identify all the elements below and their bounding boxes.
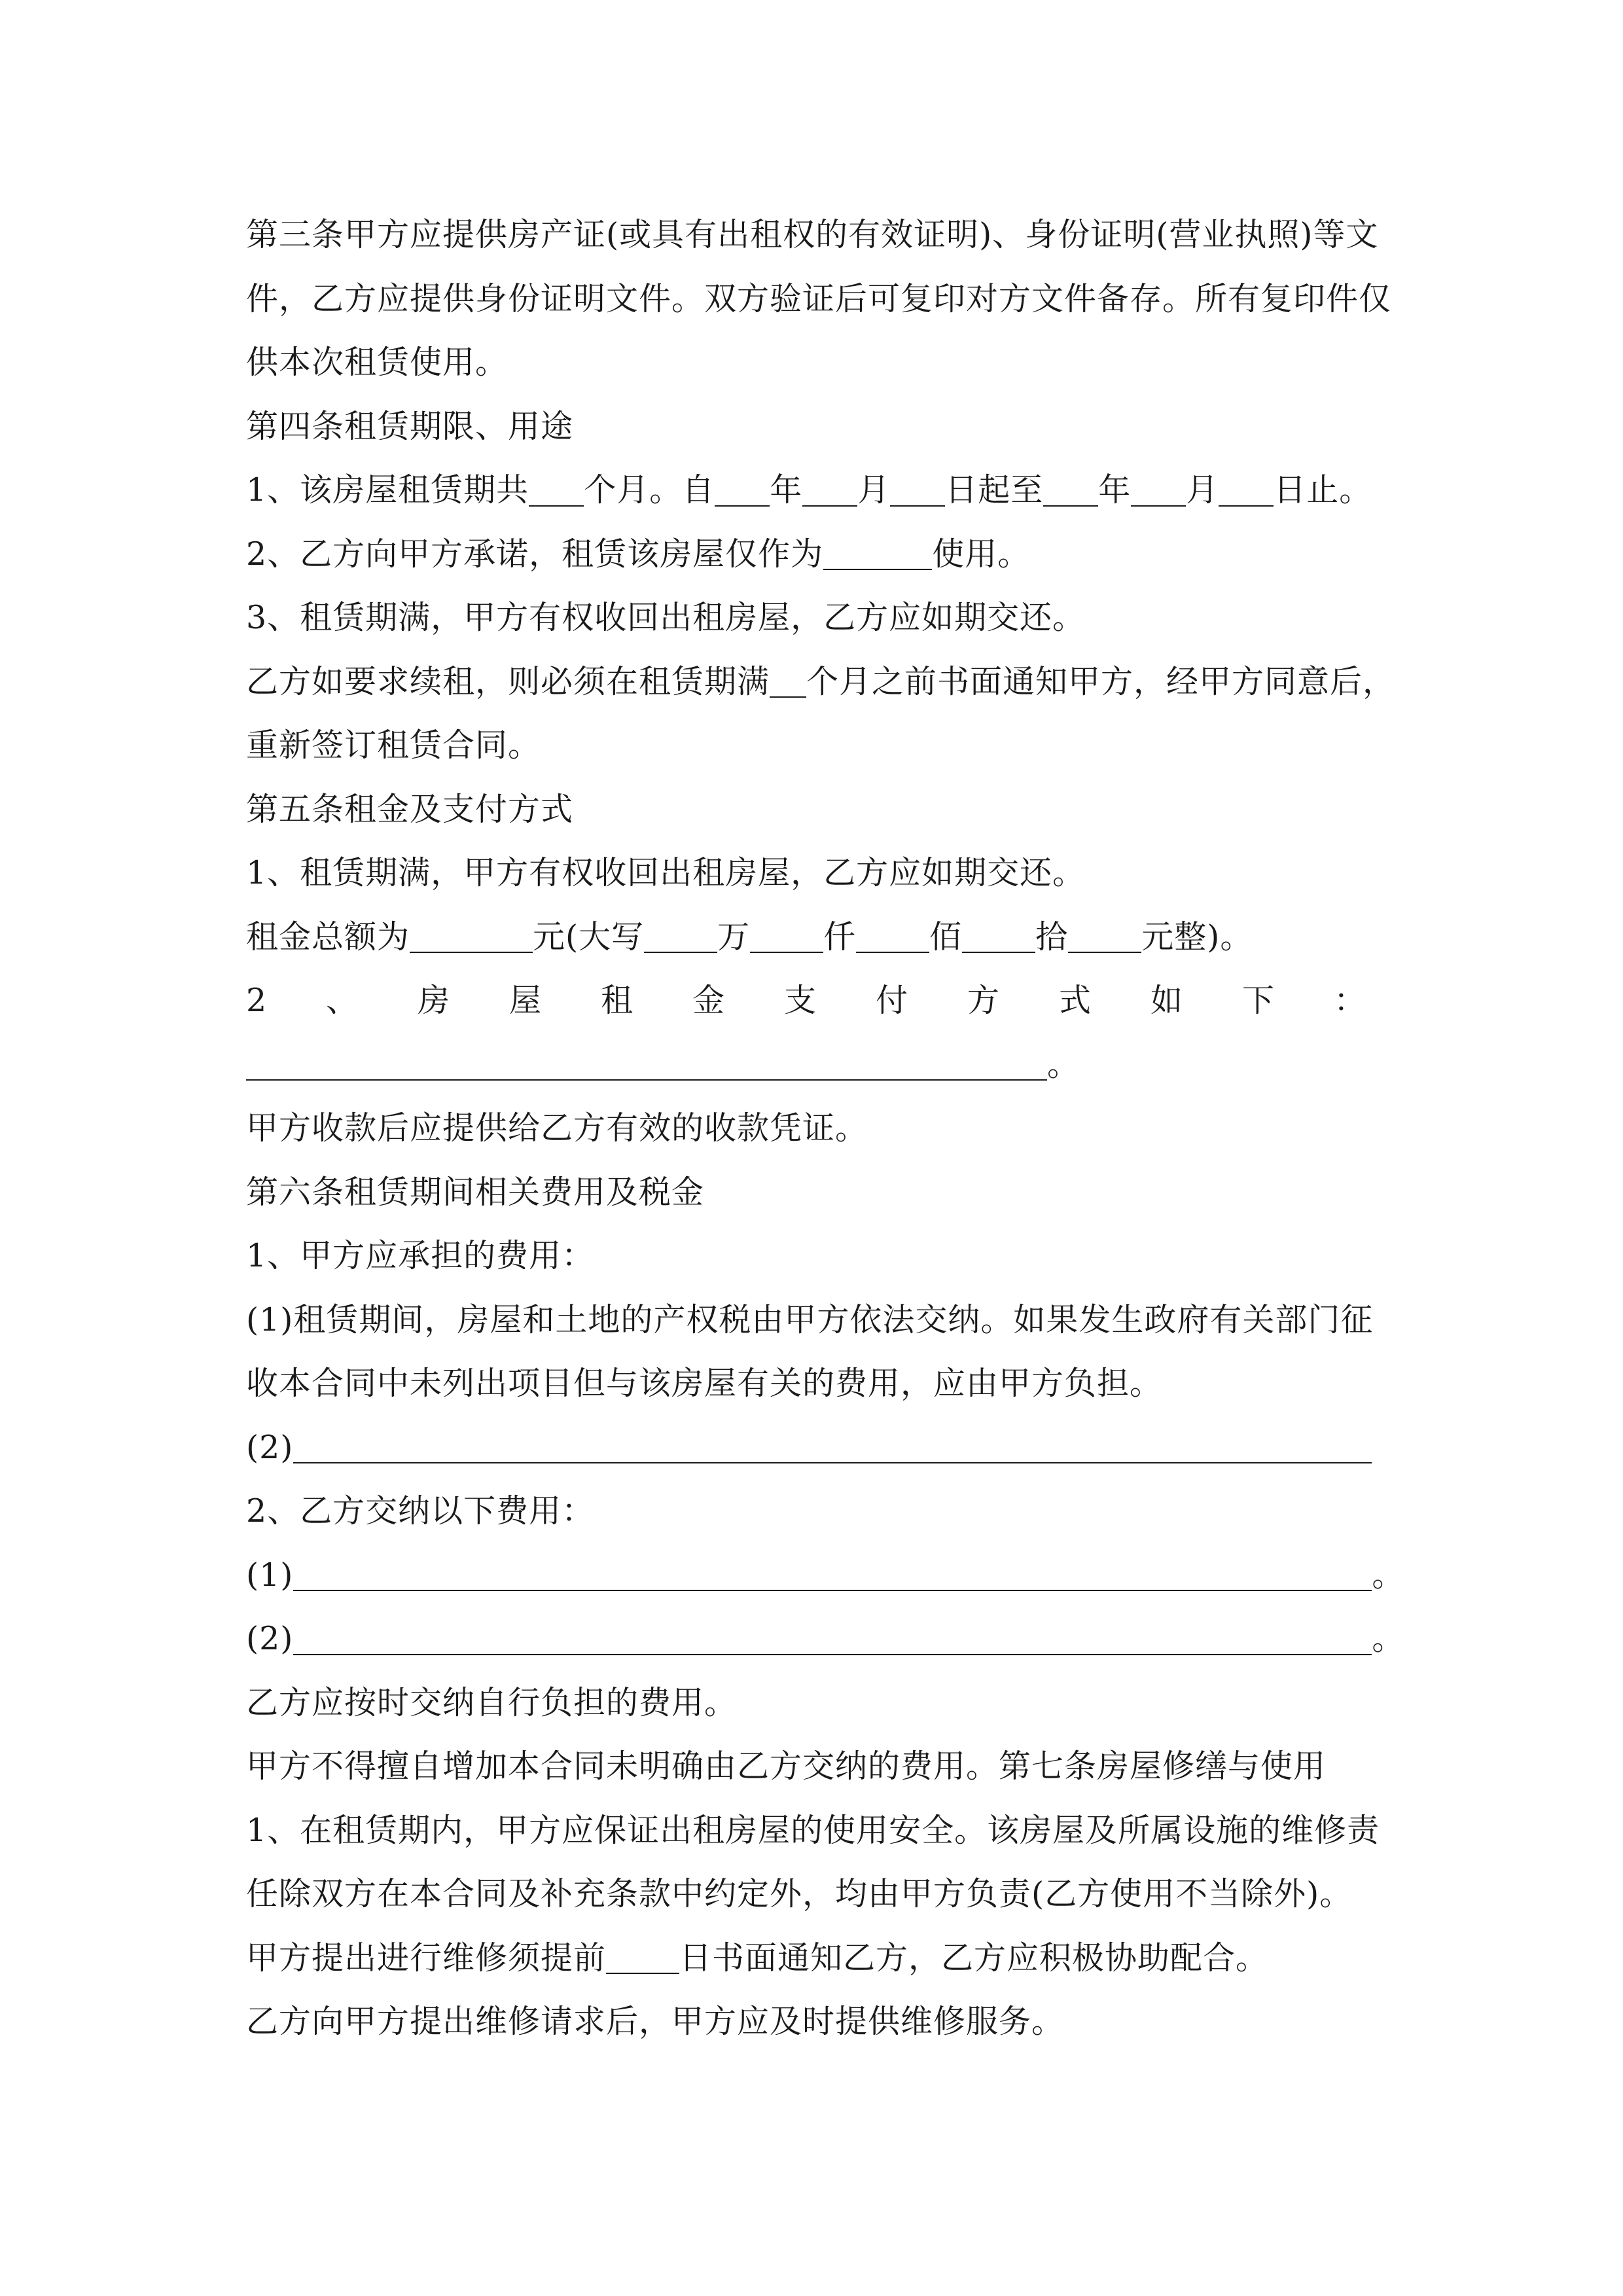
bai-blank[interactable] — [856, 918, 929, 953]
art5-receipt: 甲方收款后应提供给乙方有效的收款凭证。 — [246, 1109, 868, 1147]
art6-title: 第六条租赁期间相关费用及税金 — [246, 1173, 705, 1211]
art4-title: 第四条租赁期限、用途 — [246, 407, 574, 445]
art6-no-increase: 甲方不得擅自增加本合同未明确由乙方交纳的费用。第七条房屋修缮与使用 — [246, 1748, 1327, 1785]
art6-sub1-line-1: (1)租赁期间，房屋和土地的产权税由甲方依法交纳。如果发生政府有关部门征 — [246, 1300, 1374, 1338]
end-month-blank[interactable] — [1131, 471, 1186, 506]
art4-item-2: 2、乙方向甲方承诺，租赁该房屋仅作为 使用。 — [246, 535, 1031, 573]
payment-method-line: 。 — [246, 1033, 1398, 1097]
art3-line-3: 供本次租赁使用。 — [246, 344, 508, 381]
end-day-blank[interactable] — [1219, 471, 1274, 506]
art7-notice: 甲方提出进行维修须提前 日书面通知乙方，乙方应积极协助配合。 — [246, 1939, 1269, 1977]
art5-title: 第五条租金及支付方式 — [246, 790, 574, 828]
art4-renew-line-1: 乙方如要求续租，则必须在租赁期满 个月之前书面通知甲方，经甲方同意后， — [246, 662, 1396, 700]
notice-days-blank[interactable] — [606, 1939, 679, 1974]
art5-total: 租金总额为 元(大写 万 仟 佰 拾 元整)。 — [246, 918, 1253, 956]
renew-months-blank[interactable] — [770, 663, 806, 698]
party-a-fee-2-blank[interactable] — [293, 1429, 1372, 1463]
usage-blank[interactable] — [823, 535, 932, 570]
art5-item-1: 1、租赁期满，甲方有权收回出租房屋，乙方应如期交还。 — [246, 854, 1086, 891]
art6-item-1: 1、甲方应承担的费用： — [246, 1237, 595, 1274]
art7-item-1-line-2: 任除双方在本合同及补充条款中约定外，均由甲方负责(乙方使用不当除外)。 — [246, 1875, 1353, 1912]
art5-item-2-spaced: 2 、 房 屋 租 金 支 付 方 式 如 下 ： — [246, 982, 1366, 1019]
start-month-blank[interactable] — [802, 471, 857, 506]
rent-total-blank[interactable] — [410, 918, 533, 953]
yuan-blank[interactable] — [1068, 918, 1141, 953]
shi-blank[interactable] — [962, 918, 1035, 953]
qian-blank[interactable] — [750, 918, 823, 953]
art3-line-2: 件，乙方应提供身份证明文件。双方验证后可复印对方文件备存。所有复印件仅 — [246, 279, 1392, 317]
wan-blank[interactable] — [644, 918, 717, 953]
party-b-fee-1-blank[interactable] — [293, 1556, 1372, 1591]
art4-item-1: 1、该房屋租赁期共 个月。自 年 月 日起至 年 月 日止。 — [246, 471, 1372, 509]
art6-sub2: (2) — [246, 1416, 1398, 1480]
payment-method-blank[interactable] — [246, 1046, 1047, 1081]
art3-line-1: 第三条甲方应提供房产证(或具有出租权的有效证明)、身份证明(营业执照)等文 — [246, 216, 1379, 253]
months-blank[interactable] — [529, 471, 584, 506]
party-b-fee-2-blank[interactable] — [293, 1620, 1372, 1655]
document-body — [246, 203, 1405, 2054]
art6-sub1-line-2: 收本合同中未列出项目但与该房屋有关的费用，应由甲方负担。 — [246, 1365, 1163, 1402]
art6-b-sub2: (2) 。 — [246, 1620, 1405, 1657]
art6-pay-on-time: 乙方应按时交纳自行负担的费用。 — [246, 1683, 738, 1721]
art6-b-sub1: (1) 。 — [246, 1556, 1405, 1594]
art4-renew-line-2: 重新签订租赁合同。 — [246, 726, 541, 764]
end-year-blank[interactable] — [1043, 471, 1098, 506]
art6-item-2: 2、乙方交纳以下费用： — [246, 1492, 595, 1530]
start-year-blank[interactable] — [715, 471, 770, 506]
start-day-blank[interactable] — [890, 471, 945, 506]
art4-item-3: 3、租赁期满，甲方有权收回出租房屋，乙方应如期交还。 — [246, 599, 1086, 636]
art7-request: 乙方向甲方提出维修请求后，甲方应及时提供维修服务。 — [246, 2003, 1065, 2040]
art7-item-1-line-1: 1、在租赁期内，甲方应保证出租房屋的使用安全。该房屋及所属设施的维修责 — [246, 1811, 1380, 1849]
